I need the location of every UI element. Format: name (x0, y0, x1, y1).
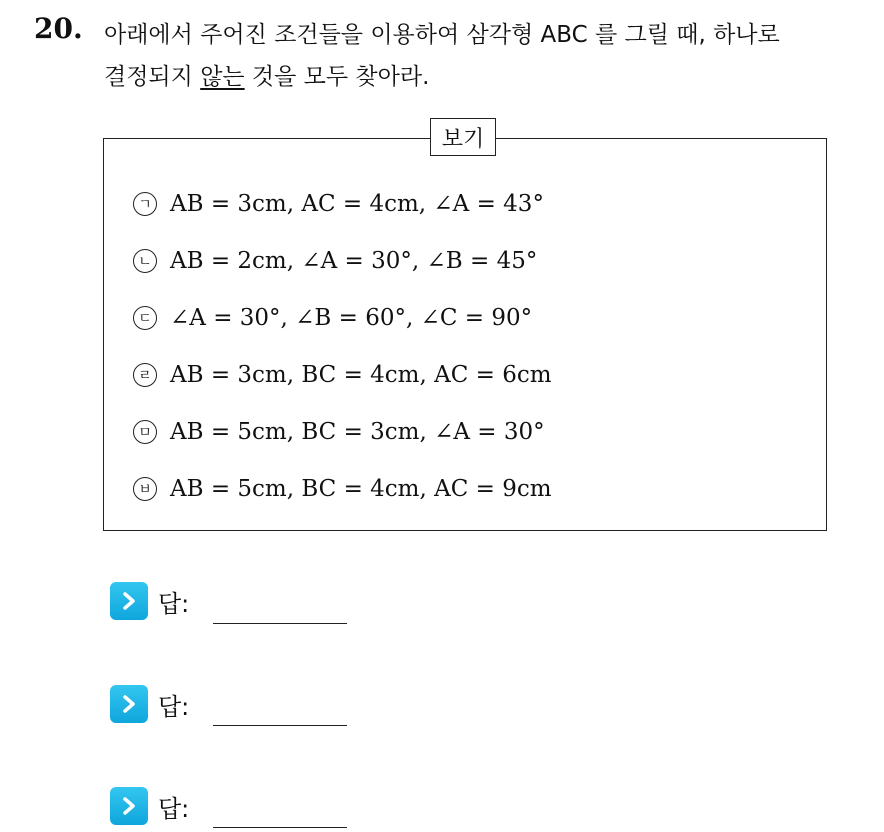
condition-item (133, 241, 537, 281)
circled-marker: ㄱ (133, 192, 157, 216)
answer-blank[interactable] (213, 623, 347, 624)
question-line-2-start: 결정되지 (104, 64, 201, 90)
emphasis-underlined: 않는 (200, 64, 245, 90)
condition-item (133, 184, 544, 224)
question-line-1: 아래에서 주어진 조건들을 이용하여 삼각형 ABC 를 그릴 때, 하나로 (104, 22, 780, 48)
answer-row (110, 684, 189, 724)
conditions-box-title: 보기 (430, 118, 496, 156)
condition-item (133, 412, 545, 452)
question-text (104, 14, 874, 98)
circled-marker: ㄹ (133, 363, 157, 387)
condition-text: AB = 3cm, AC = 4cm, ∠A = 43° (170, 191, 544, 217)
chevron-right-icon (110, 787, 148, 825)
question-line-2-end: 것을 모두 찾아라. (244, 64, 430, 90)
condition-text: AB = 2cm, ∠A = 30°, ∠B = 45° (170, 248, 538, 274)
chevron-right-icon (110, 685, 148, 723)
condition-text: AB = 5cm, BC = 3cm, ∠A = 30° (170, 419, 545, 445)
answer-label: 답: (158, 589, 190, 618)
chevron-right-icon (110, 582, 148, 620)
answer-row (110, 786, 189, 826)
question-line-2 (104, 56, 874, 98)
circled-marker: ㅂ (133, 477, 157, 501)
condition-item (133, 469, 552, 509)
condition-text: ∠A = 30°, ∠B = 60°, ∠C = 90° (170, 305, 533, 331)
condition-item (133, 355, 552, 395)
condition-item (133, 298, 532, 338)
answer-label: 답: (158, 692, 190, 721)
question-number: 20. (34, 12, 83, 45)
condition-text: AB = 3cm, BC = 4cm, AC = 6cm (170, 362, 552, 388)
circled-marker: ㅁ (133, 420, 157, 444)
answer-blank[interactable] (213, 725, 347, 726)
answer-blank[interactable] (213, 827, 347, 828)
answer-label: 답: (158, 794, 190, 823)
circled-marker: ㄴ (133, 249, 157, 273)
circled-marker: ㄷ (133, 306, 157, 330)
answer-row (110, 581, 189, 621)
condition-text: AB = 5cm, BC = 4cm, AC = 9cm (170, 476, 552, 502)
